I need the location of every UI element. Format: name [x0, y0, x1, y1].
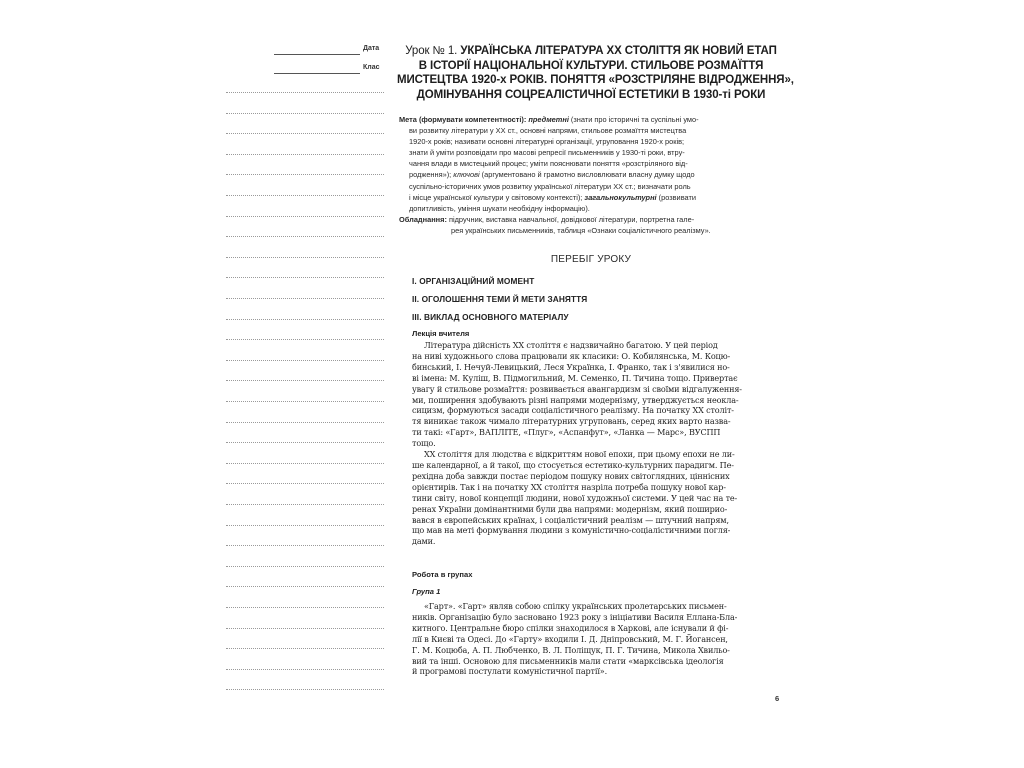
lecture-p1-line: тощо. — [412, 438, 436, 449]
group-1-line: й програмові постулати комуністичної партії». — [412, 666, 607, 677]
goal-line-4: знати й уміти розповідати про масові репресії письменників у 1930-ті роки, втру- — [409, 148, 685, 158]
lecture-p2-line: тини світу, нової концепції людини, нової художньої системи. У цей час на те- — [412, 492, 738, 503]
title-line-3: МИСТЕЦТВА 1920-х РОКІВ. ПОНЯТТЯ «РОЗСТРІЛЯНЕ ВІДРОДЖЕННЯ», — [397, 74, 794, 86]
group-1-line: ників. Організацію було засновано 1923 року з ініціативи Василя Еллана-Бла- — [412, 611, 738, 622]
lecture-p2-line: орієнтирів. Так і на початку ХХ століття назріла потреба пошуку нової кар- — [412, 481, 726, 492]
lecture-p1-line: ми, поширення здобувають різні напрями модернізму, утверджується неокла- — [412, 394, 739, 405]
group-1-line: «Гарт». «Гарт» являв собою спілку українських пролетарських письмен- — [424, 601, 727, 611]
class-field[interactable] — [274, 64, 386, 78]
goal-line-8: і місце української культури у світовому контексті); загальнокультурні (розвивати — [409, 192, 696, 202]
note-line[interactable] — [226, 174, 384, 175]
lesson-title — [397, 44, 794, 102]
note-line[interactable] — [226, 463, 384, 464]
note-line[interactable] — [226, 689, 384, 690]
lecture-p2-line: що мав на меті формування людини з комуністично-соціалістичними погля- — [412, 525, 731, 536]
note-line[interactable] — [226, 298, 384, 299]
note-line[interactable] — [226, 216, 384, 217]
group-1-line: Г. М. Коцюба, А. П. Любченко, В. Л. Поліщук, П. Г. Тичина, Микола Хвильо- — [412, 644, 730, 655]
goal-line-9: допитливість, уміння шукати необхідну інформацію). — [409, 203, 590, 213]
note-line[interactable] — [226, 277, 384, 278]
goal-subject-label: предметні — [528, 115, 569, 124]
date-label: Дата — [363, 45, 380, 52]
lecture-p2-line: ренах України домінантними були два напрями: модернізм, який пошириo- — [412, 503, 728, 514]
date-field[interactable] — [274, 45, 386, 59]
note-line[interactable] — [226, 504, 384, 505]
lecture-p1-line: увагу й стильове розмаїття: розвивається авангардизм зі своїми відгалуження- — [412, 383, 742, 394]
group-1-heading: Група 1 — [412, 587, 441, 596]
lecture-p1-line: сицизм, формуються засади соціалістичного реалізму. На початку ХХ століт- — [412, 405, 734, 416]
note-line[interactable] — [226, 586, 384, 587]
note-line[interactable] — [226, 257, 384, 258]
lesson-page — [397, 0, 794, 768]
lecture-p1-line: ві імена: М. Куліш, В. Підмогильний, М. Семенко, П. Тичина тощо. Привертає — [412, 372, 738, 383]
goal-line-1: Мета (формувати компетентності): предметні (знати про історичні та суспільні умо- — [399, 115, 699, 124]
class-label: Клас — [363, 64, 380, 71]
note-line[interactable] — [226, 442, 384, 443]
note-line[interactable] — [226, 133, 384, 134]
lecture-p1-line: Література дійсність ХХ століття є надзвичайно багатою. У цей період — [424, 340, 718, 350]
goal-label: Мета (формувати компетентності): — [399, 115, 527, 124]
goal-line-2: ви розвитку літератури у ХХ ст., основні напрями, стильове розмаїття мистецтва — [409, 126, 687, 136]
lecture-p2-line: дами. — [412, 536, 436, 547]
goal-line-3: 1920-х років; називати основні літературні організації, угруповання 1920-х років; — [409, 137, 685, 147]
stage-3-heading: ІІІ. ВИКЛАД ОСНОВНОГО МАТЕРІАЛУ — [412, 312, 569, 322]
group-1-text — [412, 601, 784, 677]
goal-line-6: родження»); ключові (аргументовано й грамотно висловлювати власну думку щодо — [409, 170, 695, 180]
lecture-p1-line: бинський, І. Нечуй-Левицький, Леся Українка, І. Франко, так і з'явилися но- — [412, 361, 730, 372]
page-number: 6 — [775, 694, 780, 703]
note-line[interactable] — [226, 648, 384, 649]
goal-line-5: чання влади в мистецький процес; уміти пояснювати поняття «розстріляного від- — [409, 159, 688, 169]
notes-margin — [226, 0, 386, 768]
note-line[interactable] — [226, 483, 384, 484]
lecture-p1-line: на ниві художнього слова працювали як класики: О. Кобилянська, М. Коцю- — [412, 350, 731, 361]
note-line[interactable] — [226, 319, 384, 320]
note-line[interactable] — [226, 380, 384, 381]
equipment-line-2: рея українських письменників, таблиця «Ознаки соціалістичного реалізму». — [451, 225, 711, 235]
note-line[interactable] — [226, 401, 384, 402]
lecture-p1-line: ти такі: «Гарт», ВАПЛІТЕ, «Плуг», «Аспанфут», «Ланка — Марс», ВУСПП — [412, 427, 721, 438]
note-line[interactable] — [226, 566, 384, 567]
note-line[interactable] — [226, 607, 384, 608]
lesson-goals — [399, 114, 785, 236]
equipment-line-1: Обладнання: підручник, виставка навчальної, довідкової літератури, портретна гале- — [399, 214, 695, 224]
stage-1-heading: І. ОРГАНІЗАЦІЙНИЙ МОМЕНТ — [412, 276, 535, 286]
lecture-p2-line: рехідна доба завжди постає періодом пошуку нових світоглядних, ціннісних — [412, 470, 730, 481]
group-1-line: вий та інші. Основою для письменників мали стати «марксівська ідеологія — [412, 655, 724, 666]
lecture-text — [412, 340, 784, 547]
title-line-1: Урок № 1. УКРАЇНСЬКА ЛІТЕРАТУРА ХХ СТОЛІТТЯ ЯК НОВИЙ ЕТАП — [405, 45, 777, 57]
class-underline — [274, 73, 360, 74]
note-line[interactable] — [226, 92, 384, 93]
goal-line-7: суспільно-історичних умов розвитку української літератури ХХ ст.; визначати роль — [409, 181, 691, 191]
goal-general-label: загальнокультурні — [584, 192, 657, 202]
note-line[interactable] — [226, 339, 384, 340]
title-line-2: В ІСТОРІЇ НАЦІОНАЛЬНОЇ КУЛЬТУРИ. СТИЛЬОВЕ РОЗМАЇТТЯ — [418, 59, 764, 72]
lecture-p2-line: ХХ століття для людства є відкриттям нової епохи, при цьому епохи не ли- — [424, 449, 735, 460]
equipment-label: Обладнання: — [399, 214, 447, 224]
lesson-flow-heading: ПЕРЕБІГ УРОКУ — [550, 254, 632, 265]
lesson-number: Урок № 1. — [405, 45, 461, 57]
lecture-p2-line: вався в європейських країнах, і соціалістичний реалізм — штучний напрям, — [412, 514, 729, 525]
lecture-p2-line: ше календарної, а й такої, що стосується естетико-культурних парадигм. Пе- — [412, 459, 734, 470]
group-work-heading: Робота в групах — [412, 570, 473, 579]
stage-2-heading: ІІ. ОГОЛОШЕННЯ ТЕМИ Й МЕТИ ЗАНЯТТЯ — [412, 294, 588, 304]
note-line[interactable] — [226, 195, 384, 196]
note-line[interactable] — [226, 113, 384, 114]
note-line[interactable] — [226, 236, 384, 237]
group-1-line: лії в Києві та Одесі. До «Гарту» входили І. Д. Дніпровський, М. Г. Йогансен, — [412, 633, 728, 644]
lecture-p1-line: тя виникає також чимало літературних угруповань, серед яких варто назва- — [412, 416, 731, 427]
note-line[interactable] — [226, 545, 384, 546]
date-underline — [274, 54, 360, 55]
group-1-line: китного. Центральне бюро спілки знаходилося в Харкові, але існували й фі- — [412, 622, 729, 633]
lecture-heading: Лекція вчителя — [412, 329, 470, 338]
note-line[interactable] — [226, 154, 384, 155]
note-line[interactable] — [226, 628, 384, 629]
note-line[interactable] — [226, 360, 384, 361]
note-line[interactable] — [226, 525, 384, 526]
title-line-4: ДОМІНУВАННЯ СОЦРЕАЛІСТИЧНОЇ ЕСТЕТИКИ В 1930-ті РОКИ — [416, 88, 766, 101]
goal-key-label: ключові — [453, 170, 480, 180]
note-line[interactable] — [226, 669, 384, 670]
note-line[interactable] — [226, 422, 384, 423]
